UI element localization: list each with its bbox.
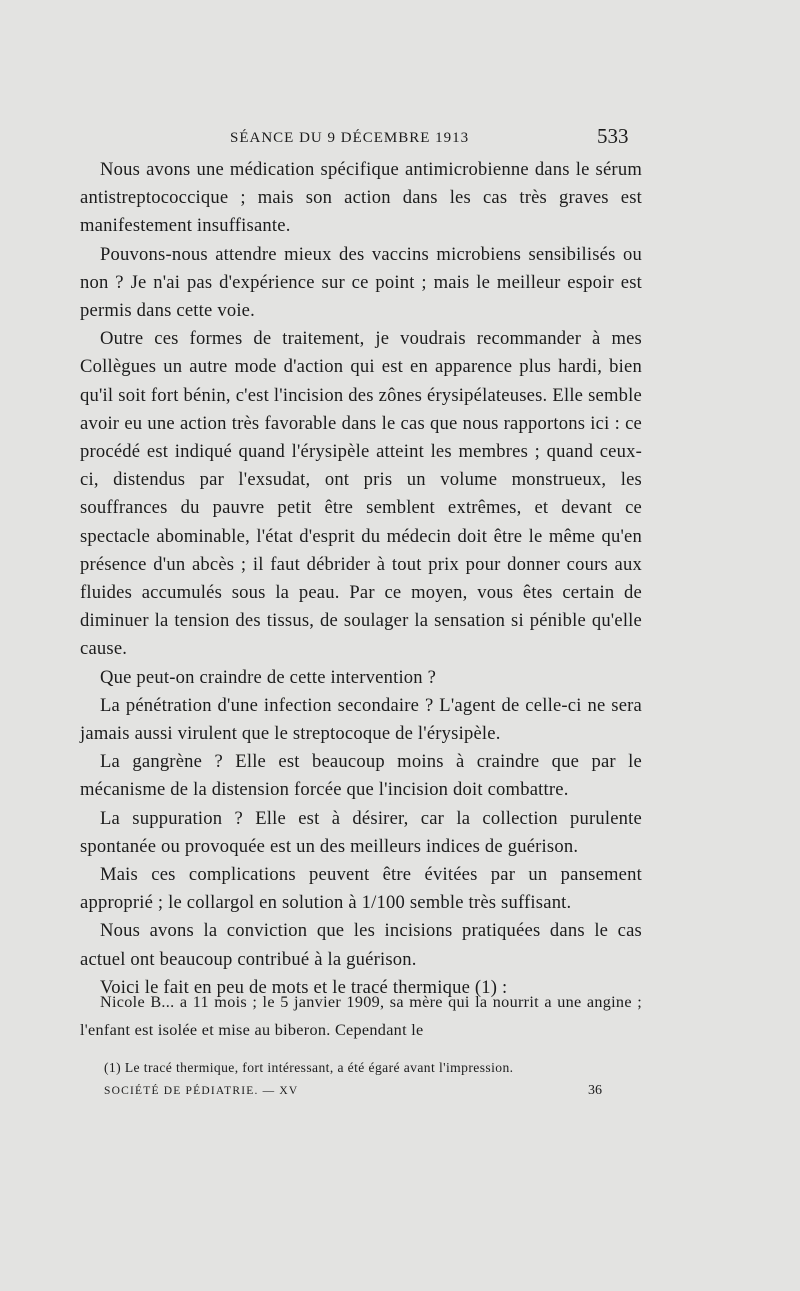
signature-mark: SOCIÉTÉ DE PÉDIATRIE. — XV [104,1085,299,1097]
paragraph: Outre ces formes de traitement, je voudrais recommander à mes Collègues un autre mode d'action qui est en apparence plus hardi, bien qu'il soit fort bénin, c'est l'incision des zônes érysipélateuses. Elle semble avoir eu une action très favorable dans le cas que nous rapportons ici : ce procédé est indiqué quand l'érysipèle atteint les membres ; quand ceux-ci, distendus par l'exsudat, ont pris un volume monstrueux, les souffrances du pauvre petit être semblent extrêmes, et devant ce spectacle abominable, l'état d'esprit du médecin doit être le même qu'en présence d'un abcès ; il faut débrider à tout prix pour donner cours aux fluides accumulés sous la peau. Par ce moyen, vous êtes certain de diminuer la tension des tissus, de soulager la sensation si pénible qu'elle cause. [80,328,642,660]
paragraph: Que peut-on craindre de cette intervention ? [100,666,437,688]
paragraph: Voici le fait en peu de mots et le tracé thermique (1) : [100,976,508,998]
paragraph: La gangrène ? Elle est beaucoup moins à craindre que par le mécanisme de la distension forcée que l'incision doit combattre. [80,751,642,801]
paragraph: Mais ces complications peuvent être évitées par un pansement approprié ; le collargol en solution à 1/100 semble très suffisant. [80,864,642,914]
case-report [80,988,642,1044]
paragraph: La suppuration ? Elle est à désirer, car la collection purulente spontanée ou provoquée est un des meilleurs indices de guérison. [80,807,642,857]
paragraph: Pouvons-nous attendre mieux des vaccins microbiens sensibilisés ou non ? Je n'ai pas d'expérience sur ce point ; mais le meilleur espoir est permis dans cette voie. [80,243,642,322]
page-number: 533 [597,124,629,148]
main-text [80,156,642,1002]
signature-number: 36 [588,1083,602,1098]
paragraph: Nous avons une médication spécifique antimicrobienne dans le sérum antistreptococcique ; mais son action dans les cas très graves est manifestement insuffisante. [80,159,642,237]
running-header: SÉANCE DU 9 DÉCEMBRE 1913 [230,130,470,146]
paragraph: La pénétration d'une infection secondaire ? L'agent de celle-ci ne sera jamais aussi virulent que le streptocoque de l'érysipèle. [80,694,642,745]
footnote: (1) Le tracé thermique, fort intéressant, a été égaré avant l'impression. [104,1060,514,1075]
paragraph: Nous avons la conviction que les incisions pratiquées dans le cas actuel ont beaucoup contribué à la guérison. [80,920,642,970]
case-paragraph: Nicole B... a 11 mois ; le 5 janvier 1909, sa mère qui la nourrit a une angine ; l'enfant est isolée et mise au biberon. Cependant le [80,993,642,1039]
